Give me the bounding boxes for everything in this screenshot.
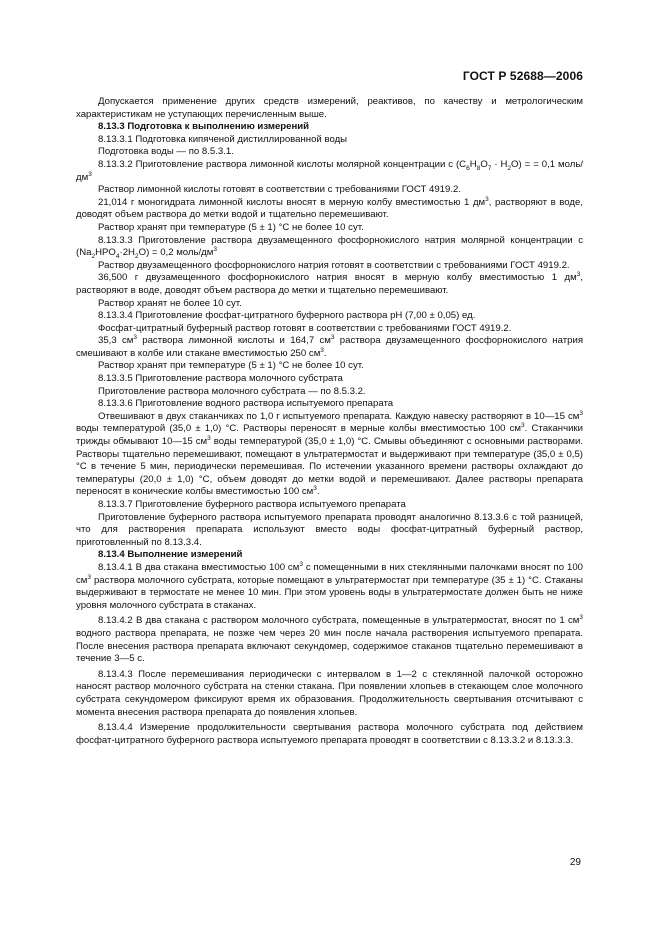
paragraph: Раствор хранят не более 10 сут. bbox=[98, 297, 242, 309]
subsection-heading: 8.13.3.2 Приготовление раствора лимонной кислоты молярной концентрации c $(C_6H_8O_7 \cdot H_2O)$ = = 0,1 моль/$дм^3$ bbox=[76, 158, 583, 183]
document-header: ГОСТ Р 52688—2006 bbox=[462, 69, 583, 83]
paragraph: 21,014 г моногидрата лимонной кислоты вносят в мерную колбу вместимостью 1 $дм^3$, растворяют в воде, доводят объем раствора до метки водой и тщательно перемешивают. bbox=[76, 195, 583, 221]
subsection-heading: 8.13.3.1 Подготовка кипяченой дистиллированной воды bbox=[98, 133, 348, 145]
paragraph: Допускается применение других средств измерений, реактивов, по качеству и метрологическим характеристикам не уступающих перечисленным выше. bbox=[76, 96, 583, 120]
paragraph: Приготовление раствора молочного субстрата — по 8.5.3.2. bbox=[98, 385, 366, 397]
paragraph: 36,500 г двузамещенного фосфорнокислого натрия вносят в мерную колбу вместимостью 1 $дм^3$, растворяют в воде, доводят объем раствора до метки и тщательно перемешивают. bbox=[76, 271, 583, 296]
subsection-heading: 8.13.3.7 Приготовление буферного раствора испытуемого препарата bbox=[98, 499, 406, 510]
section-heading: 8.13.4 Выполнение измерений bbox=[98, 549, 243, 561]
paragraph: Фосфат-цитратный буферный раствор готовят в соответствии с требованиями ГОСТ 4919.2. bbox=[98, 322, 512, 334]
subsection-heading: 8.13.3.4 Приготовление фосфат-цитратного буферного раствора рН (7,00 ± 0,05) ед. bbox=[98, 310, 476, 322]
paragraph: 35,3 $см^3$ раствора лимонной кислоты и 164,7 $см^3$ раствора двузамещенного фосфорнокислого натрия смешивают в колбе или стакане вместимостью 250 $см^3$. bbox=[76, 334, 584, 359]
subsection-heading: 8.13.3.6 Приготовление водного раствора испытуемого препарата bbox=[98, 398, 394, 410]
paragraph: Отвешивают в двух стаканчиках по 1,0 г испытуемого препарата. Каждую навеску растворяют в 10—15 $см^3$ воды температурой (35,0 ± 1,0) °С. Растворы переносят в мерные колбы вместимостью 100 $см^3$. Стаканчики трижды обмывают 10—15 $см^3$ воды температурой (35,0 ± 1,0) °С. Смывы объединяют с основными растворами. Растворы тщательно перемешивают, помещают в ультратермостат и выдерживают при температуре (35,0 ± 0,5) °С в течение 5 мин, периодически перемешивая. По истечении указанного времени растворы охлаждают до температуры (20,0 ± 1,0) °С, объем доводят до метки водой и перемешивают. Далее растворы препарата переносят в конические колбы вместимостью 100 $см^3$. bbox=[76, 409, 584, 498]
page-number: 29 bbox=[569, 857, 581, 868]
paragraph: Раствор двузамещенного фосфорнокислого натрия готовят в соответствии с требованиями ГОСТ 4919.2. bbox=[98, 259, 570, 271]
paragraph: 8.13.4.2 В два стакана с раствором молочного субстрата, помещенные в ультратермостат, вносят по 1 $см^3$ водного раствора препарата, не позже чем через 20 мин после начала растворения испытуемого препарата. После внесения раствора препарата включают секундомер, содержимое стаканов тщательно перемешивают в течение 3—5 с. bbox=[76, 614, 583, 665]
paragraph: Раствор лимонной кислоты готовят в соответствии с требованиями ГОСТ 4919.2. bbox=[98, 184, 461, 196]
paragraph: 8.13.4.1 В два стакана вместимостью 100 $см^3$ с помещенными в них стеклянными палочками вносят по 100 $см^3$ раствора молочного субстрата, которые помещают в ультратермостат при температуре (35 ± 1) °С. Стаканы выдерживают в термостате не менее 10 мин. При этом уровень воды в ультратермостате должен быть не ниже уровня молочного субстрата в стаканах. bbox=[76, 560, 583, 611]
subsection-heading: 8.13.3.3 Приготовление раствора двузамещенного фосфорнокислого натрия молярной концентрации c $(Na_2HPO_4\cdot 2H_2O) = 0,2$ моль/$дм^3$ bbox=[76, 234, 583, 261]
paragraph: 8.13.4.3 После перемешивания периодически с интервалом в 1—2 с стеклянной палочкой осторожно наносят раствор молочного субстрата на стенки стакана. При появлении хлопьев в стекающем слое молочного субстрата секундомером фиксируют время их образования. Продолжительность свертывания отсчитывают с момента внесения раствора препарата до появления хлопьев. bbox=[76, 668, 583, 718]
section-heading: 8.13.3 Подготовка к выполнению измерений bbox=[98, 121, 310, 133]
paragraph: Раствор хранят при температуре (5 ± 1) °С не более 10 сут. bbox=[98, 221, 364, 233]
paragraph: Приготовление буферного раствора испытуемого препарата проводят аналогично 8.13.3.6 с той разницей, что для растворения препарата используют вместо воды фосфат-цитратный буферный раствор, приготовленный по 8.13.3.4. bbox=[76, 511, 583, 548]
document-body bbox=[76, 96, 583, 747]
paragraph: Подготовка воды — по 8.5.3.1. bbox=[98, 146, 234, 158]
subsection-heading: 8.13.3.5 Приготовление раствора молочного субстрата bbox=[98, 373, 343, 385]
paragraph: 8.13.4.4 Измерение продолжительности свертывания раствора молочного субстрата под действием фосфат-цитратного буферного раствора испытуемого препарата проводят в соответствии с 8.13.3.2 и 8.13.3.3. bbox=[76, 722, 583, 746]
paragraph: Раствор хранят при температуре (5 ± 1) °С не более 10 сут. bbox=[98, 360, 364, 372]
